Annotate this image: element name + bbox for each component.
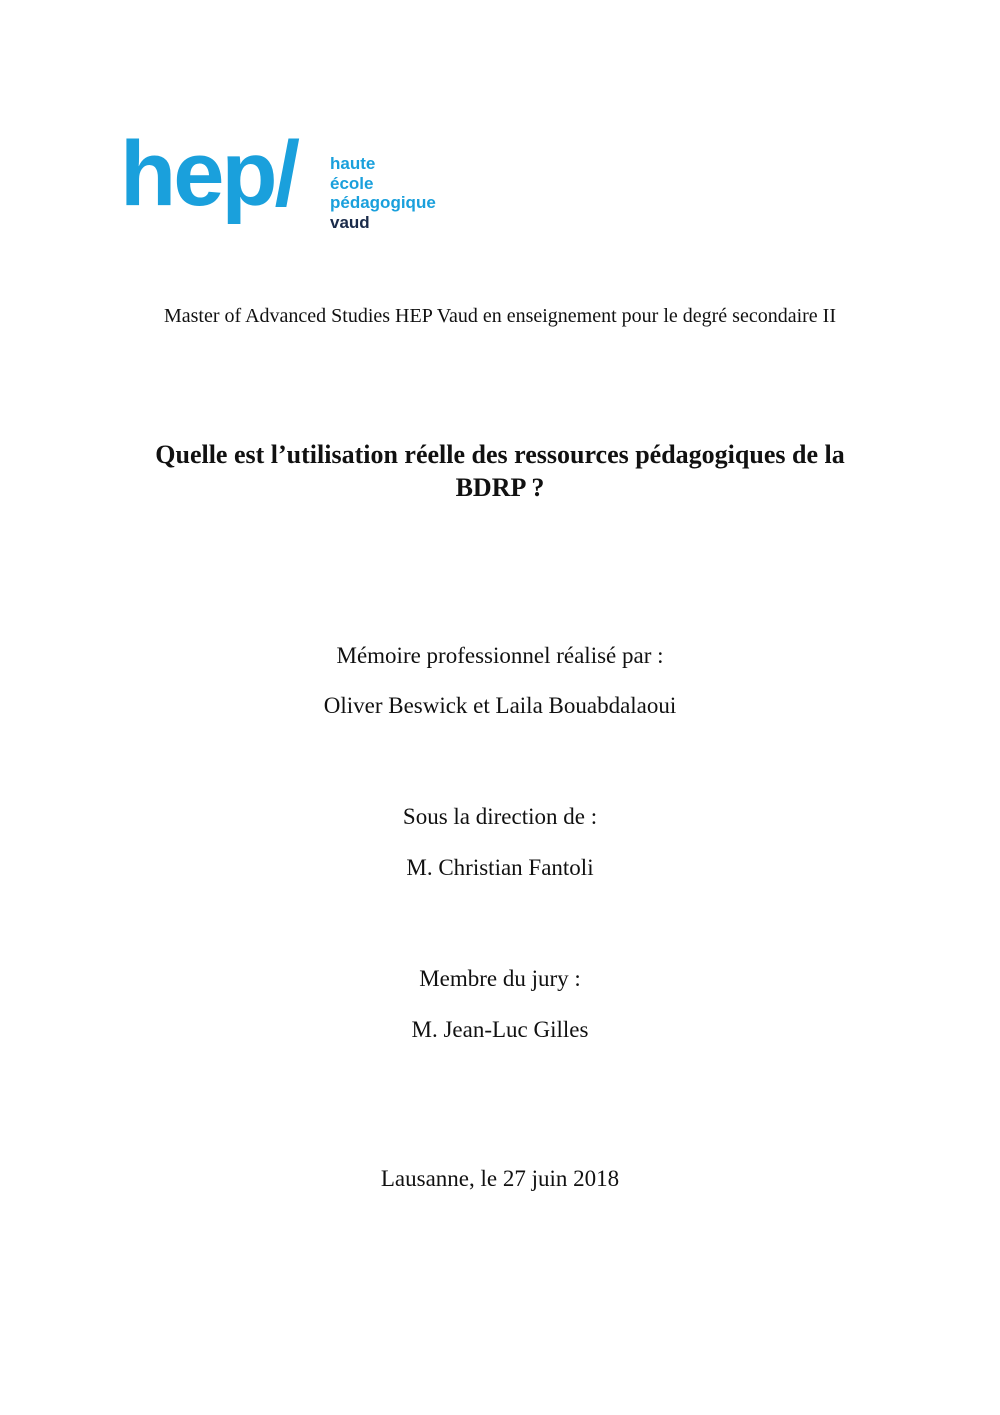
logo-mark: hep/ [120,123,298,225]
logo-line-haute: haute [330,154,376,173]
logo-line-ecole: école [330,173,374,193]
logo-wordmark [330,154,436,232]
direction-label: Sous la direction de : [402,804,598,829]
hep-logo [120,123,460,238]
logo-line-vaud: vaud [330,212,370,232]
place-date: Lausanne, le 27 juin 2018 [380,1166,620,1191]
program-title: Master of Advanced Studies HEP Vaud en enseignement pour le degré secondaire II [163,305,837,327]
authors-label: Mémoire professionnel réalisé par : [336,643,664,668]
logo-line-pedagogique: pédagogique [330,193,436,212]
thesis-title: Quelle est l’utilisation réelle des ressources pédagogiques de la BDRP ? [155,440,845,502]
jury-name: M. Jean-Luc Gilles [411,1017,589,1042]
direction-name: M. Christian Fantoli [406,855,594,880]
authors-names: Oliver Beswick et Laila Bouabdalaoui [323,693,677,718]
jury-label: Membre du jury : [419,966,581,991]
